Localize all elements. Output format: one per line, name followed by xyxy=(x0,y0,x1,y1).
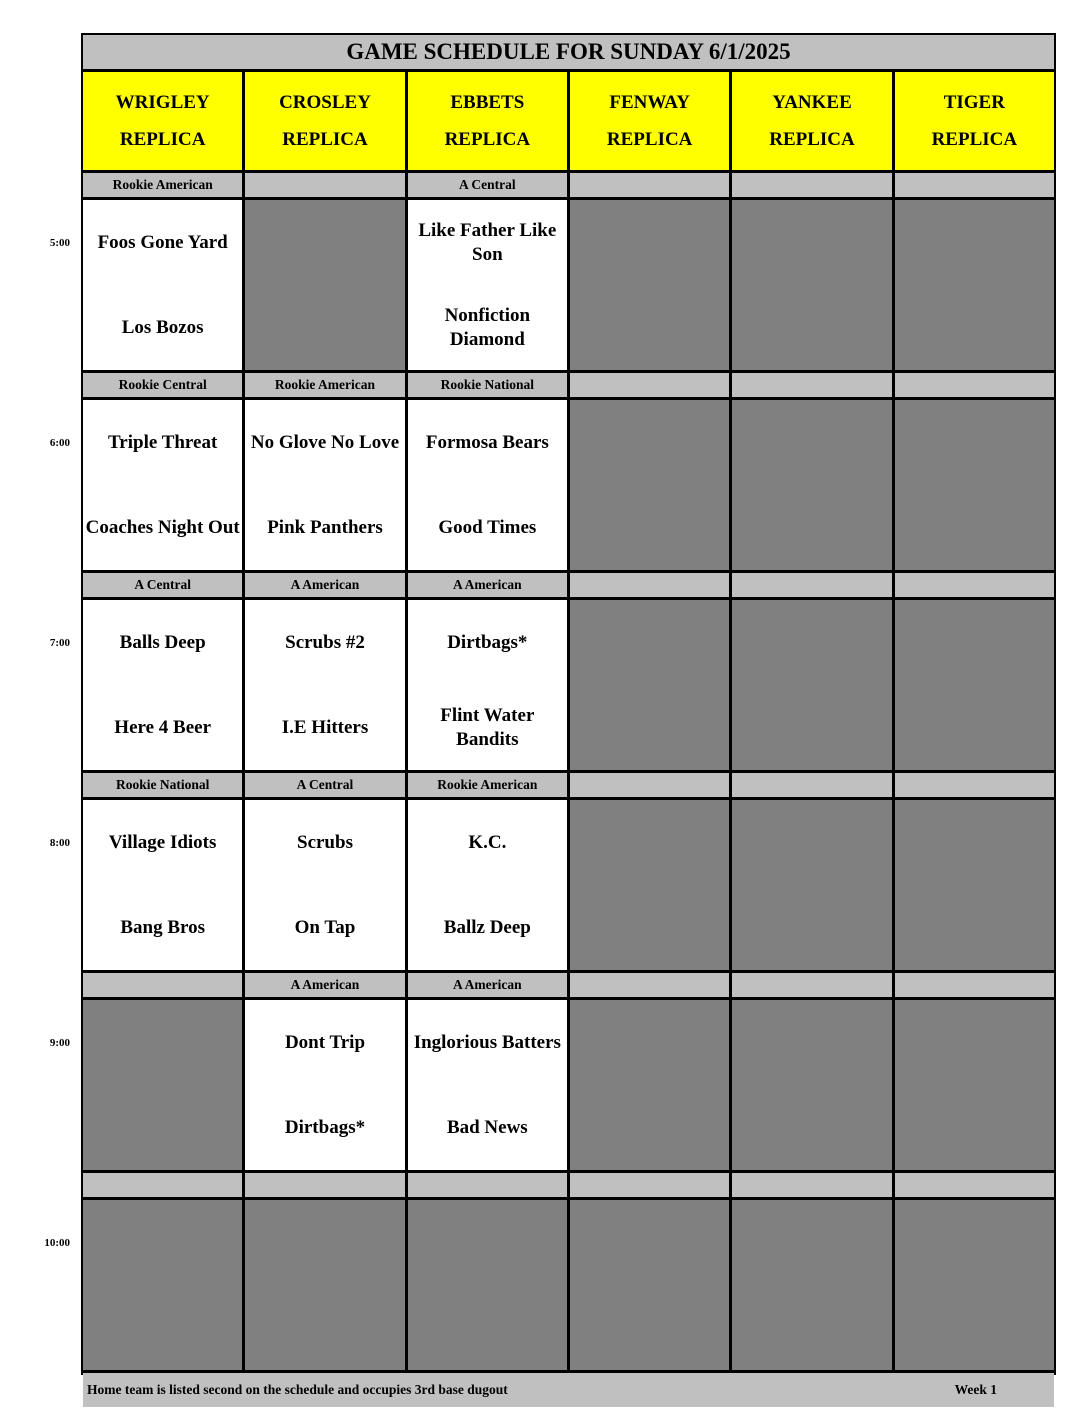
field-subtitle: REPLICA xyxy=(769,129,855,150)
empty-slot xyxy=(732,800,891,970)
game-cell xyxy=(83,600,242,770)
division-label xyxy=(895,773,1054,797)
away-team: Dont Trip xyxy=(284,1031,366,1053)
home-team: Bang Bros xyxy=(120,916,205,938)
division-label: Rookie National xyxy=(408,373,567,397)
empty-slot xyxy=(895,400,1054,570)
game-cell xyxy=(408,1000,567,1170)
field-header xyxy=(83,72,242,170)
division-label xyxy=(895,573,1054,597)
division-label: A American xyxy=(245,973,404,997)
division-label: A Central xyxy=(83,573,242,597)
game-cell xyxy=(83,400,242,570)
division-label xyxy=(83,973,242,997)
division-label: A American xyxy=(408,973,567,997)
division-label xyxy=(732,773,891,797)
away-team: Dirtbags* xyxy=(447,631,528,653)
home-team: Dirtbags* xyxy=(284,1116,366,1138)
time-label: 6:00 xyxy=(49,437,70,449)
division-label: Rookie American xyxy=(408,773,567,797)
home-team: Bad News xyxy=(446,1116,528,1138)
field-subtitle: REPLICA xyxy=(282,129,368,150)
week-label: Week 1 xyxy=(954,1382,997,1397)
game-cell xyxy=(408,800,567,970)
empty-slot xyxy=(83,1200,242,1370)
game-cell xyxy=(408,600,567,770)
game-cell xyxy=(83,200,242,370)
field-header xyxy=(408,72,567,170)
field-name: CROSLEY xyxy=(279,92,371,113)
away-team: Like Father Like Son xyxy=(418,219,557,265)
schedule-grid xyxy=(81,33,1056,1397)
division-label: Rookie American xyxy=(245,373,404,397)
division-label xyxy=(732,173,891,197)
field-name: WRIGLEY xyxy=(115,92,210,113)
empty-slot xyxy=(895,1000,1054,1170)
game-cell xyxy=(245,600,404,770)
division-label: Rookie Central xyxy=(83,373,242,397)
division-label xyxy=(895,973,1054,997)
division-label xyxy=(732,1173,891,1197)
division-label xyxy=(570,173,729,197)
division-label xyxy=(895,373,1054,397)
division-label xyxy=(245,1173,404,1197)
away-team: No Glove No Love xyxy=(250,431,400,453)
away-team: Balls Deep xyxy=(119,631,206,653)
schedule-footer xyxy=(83,1373,1054,1407)
time-label: 10:00 xyxy=(44,1237,70,1249)
home-team: Pink Panthers xyxy=(267,516,383,538)
empty-slot xyxy=(245,1200,404,1370)
empty-slot xyxy=(570,1000,729,1170)
away-team: Triple Threat xyxy=(108,431,218,453)
division-label xyxy=(732,373,891,397)
away-team: Scrubs #2 xyxy=(285,631,365,653)
home-team: Coaches Night Out xyxy=(85,516,240,538)
time-label: 9:00 xyxy=(49,1037,70,1049)
time-label: 7:00 xyxy=(49,637,70,649)
field-subtitle: REPLICA xyxy=(119,129,206,150)
division-label xyxy=(895,1173,1054,1197)
home-team: Los Bozos xyxy=(121,316,204,338)
empty-slot xyxy=(732,400,891,570)
empty-slot xyxy=(895,1200,1054,1370)
field-name: EBBETS xyxy=(450,92,525,113)
empty-slot xyxy=(895,600,1054,770)
division-label xyxy=(732,573,891,597)
footer-note: Home team is listed second on the schedule and occupies 3rd base dugout xyxy=(87,1382,508,1397)
away-team: Inglorious Batters xyxy=(413,1031,561,1053)
empty-slot xyxy=(732,200,891,370)
division-label xyxy=(570,373,729,397)
division-label xyxy=(570,973,729,997)
away-team: Foos Gone Yard xyxy=(97,231,228,253)
field-name: FENWAY xyxy=(609,92,690,113)
game-cell xyxy=(408,200,567,370)
empty-slot xyxy=(570,200,729,370)
division-label xyxy=(570,1173,729,1197)
empty-slot xyxy=(732,1200,891,1370)
division-label: A American xyxy=(245,573,404,597)
empty-slot xyxy=(570,1200,729,1370)
empty-slot xyxy=(570,600,729,770)
time-label: 8:00 xyxy=(49,837,70,849)
field-name: TIGER xyxy=(943,92,1005,113)
division-label xyxy=(570,573,729,597)
schedule-title: GAME SCHEDULE FOR SUNDAY 6/1/2025 xyxy=(83,35,1054,69)
division-label: A American xyxy=(408,573,567,597)
home-team: Good Times xyxy=(438,516,537,538)
division-label xyxy=(408,1173,567,1197)
empty-slot xyxy=(570,400,729,570)
home-team: Ballz Deep xyxy=(443,916,531,938)
field-subtitle: REPLICA xyxy=(931,129,1018,150)
away-team: K.C. xyxy=(468,831,507,853)
division-label: A Central xyxy=(408,173,567,197)
division-label xyxy=(245,173,404,197)
division-label: Rookie National xyxy=(83,773,242,797)
game-cell xyxy=(408,400,567,570)
away-team: Scrubs xyxy=(297,831,353,853)
division-label xyxy=(732,973,891,997)
empty-slot xyxy=(408,1200,567,1370)
empty-slot xyxy=(732,1000,891,1170)
empty-slot xyxy=(570,800,729,970)
game-cell xyxy=(245,1000,404,1170)
home-team: Nonfiction Diamond xyxy=(444,304,531,350)
division-label xyxy=(895,173,1054,197)
field-name: YANKEE xyxy=(772,92,852,113)
away-team: Village Idiots xyxy=(108,831,217,853)
field-header xyxy=(732,72,891,170)
field-subtitle: REPLICA xyxy=(606,129,693,150)
division-label: A Central xyxy=(245,773,404,797)
home-team: On Tap xyxy=(294,916,356,938)
empty-slot xyxy=(895,200,1054,370)
time-label: 5:00 xyxy=(49,237,70,249)
game-cell xyxy=(245,400,404,570)
game-cell xyxy=(83,800,242,970)
empty-slot xyxy=(732,600,891,770)
empty-slot xyxy=(245,200,404,370)
field-header xyxy=(895,72,1054,170)
home-team: I.E Hitters xyxy=(281,716,369,738)
game-cell xyxy=(245,800,404,970)
field-subtitle: REPLICA xyxy=(444,129,531,150)
division-label xyxy=(570,773,729,797)
division-label xyxy=(83,1173,242,1197)
home-team: Flint Water Bandits xyxy=(440,704,535,750)
away-team: Formosa Bears xyxy=(425,431,549,453)
home-team: Here 4 Beer xyxy=(114,716,212,738)
field-header xyxy=(570,72,729,170)
field-header xyxy=(245,72,404,170)
empty-slot xyxy=(895,800,1054,970)
empty-slot xyxy=(83,1000,242,1170)
division-label: Rookie American xyxy=(83,173,242,197)
